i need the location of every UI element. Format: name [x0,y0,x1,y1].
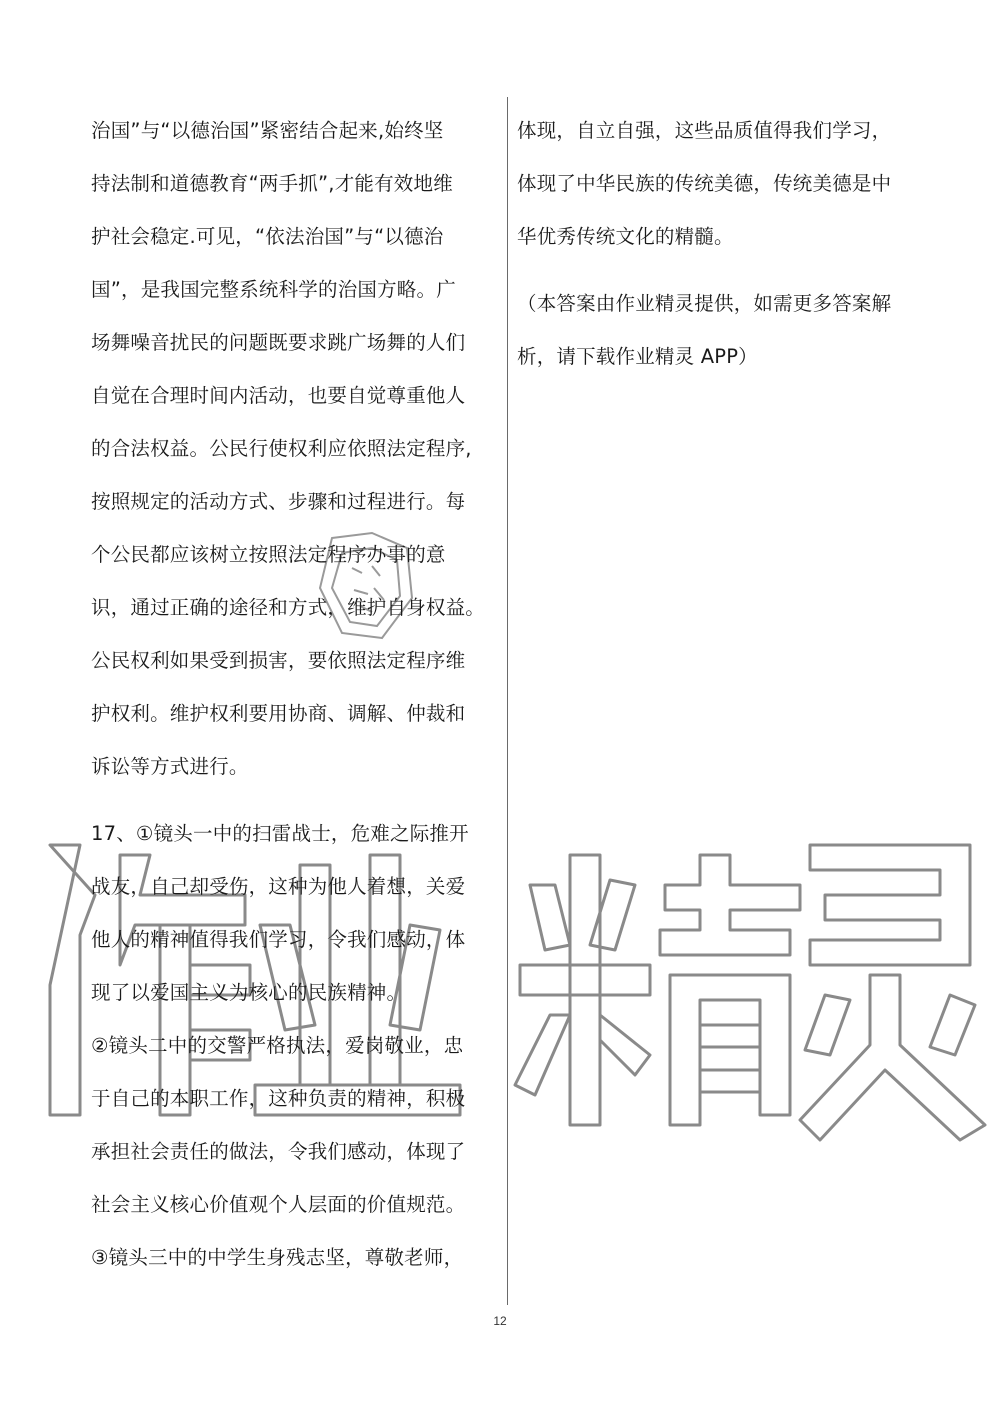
question-17-line: 承担社会责任的做法，令我们感动，体现了 [91,1140,466,1163]
question-17-line: 社会主义核心价值观个人层面的价值规范。 [91,1193,466,1216]
text-line: 护社会稳定.可见，“依法治国”与“以德治 [91,225,444,248]
text-line: 个公民都应该树立按照法定程序办事的意 [91,543,446,566]
right-column [517,104,917,383]
text-line: 诉讼等方式进行。 [91,755,249,778]
text-line: 华优秀传统文化的精髓。 [517,225,734,248]
question-17-line: 17、①镜头一中的扫雷战士，危难之际推开 [91,822,469,845]
text-line: 的合法权益。公民行使权利应依照法定程序, [91,437,472,460]
question-17-line: ②镜头二中的交警严格执法，爱岗敬业，忠 [91,1034,464,1057]
question-17-line: 战友，自己却受伤，这种为他人着想，关爱 [91,875,466,898]
paragraph-gap [517,263,917,277]
text-line: 识，通过正确的途径和方式，维护自身权益。 [91,596,486,619]
text-line: 按照规定的活动方式、步骤和过程进行。每 [91,490,466,513]
source-note-line: 析，请下载作业精灵 APP） [517,345,758,368]
paragraph-gap [91,793,483,807]
page-number: 12 [493,1314,507,1328]
left-column [91,104,486,1284]
text-line: 治国”与“以德治国”紧密结合起来,始终坚 [91,119,444,142]
text-line: 国”，是我国完整系统科学的治国方略。广 [91,278,456,301]
text-line: 场舞噪音扰民的问题既要求跳广场舞的人们 [91,331,466,354]
source-note-line: （本答案由作业精灵提供，如需更多答案解 [517,292,892,315]
column-divider [507,97,508,1305]
text-line: 公民权利如果受到损害，要依照法定程序维 [91,649,466,672]
question-17-line: 他人的精神值得我们学习，令我们感动，体 [91,928,466,951]
text-line: 护权利。维护权利要用协商、调解、仲裁和 [91,702,466,725]
text-line: 体现了中华民族的传统美德，传统美德是中 [517,172,892,195]
text-line: 持法制和道德教育“两手抓”,才能有效地维 [91,172,453,195]
question-17-line: 现了以爱国主义为核心的民族精神。 [91,981,407,1004]
text-line: 体现，自立自强，这些品质值得我们学习， [517,119,892,142]
question-17-line: ③镜头三中的中学生身残志坚，尊敬老师， [91,1246,464,1269]
text-line: 自觉在合理时间内活动，也要自觉尊重他人 [91,384,466,407]
question-17-line: 于自己的本职工作，这种负责的精神，积极 [91,1087,466,1110]
